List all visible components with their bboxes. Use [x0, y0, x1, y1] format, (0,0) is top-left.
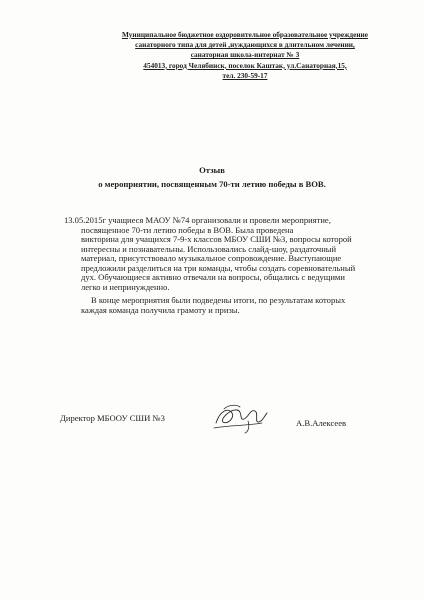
letterhead-line: санаторного типа для детей ,нуждающихся в длительном лечении, — [135, 40, 355, 50]
title-heading: Отзыв — [199, 165, 225, 175]
body-line: посвященное 70-ти летию победы в ВОВ. Была проведена — [81, 224, 294, 235]
body-line: 13.05.2015г учащиеся МАОУ №74 организовали и провели мероприятие, — [64, 215, 331, 225]
letterhead-phone: тел. 230-59-17 — [222, 70, 268, 80]
signatory-name: А.В.Алексеев — [296, 418, 347, 428]
letterhead-line: санаторная школа-интернат № 3 — [190, 50, 300, 60]
body-line: легко и непринужденно. — [81, 281, 170, 292]
signature-block — [60, 405, 380, 435]
body-line: дух. Обучающиеся активно отвечали на вопросы, общались с ведущими — [81, 272, 345, 282]
title-subheading: о мероприятии, посвященным 70-ти летию победы в ВОВ. — [98, 178, 326, 189]
document-body — [64, 216, 396, 315]
body-line: каждая команда получила грамоту и призы. — [81, 304, 240, 315]
letterhead-address: 454013, город Челябинск, поселок Каштак, ул.Санаторная,15, — [143, 60, 347, 70]
body-line: предложили разделиться на три команды, чтобы создать соревновательный — [81, 262, 356, 273]
letterhead-line: Муниципальное бюджетное оздоровительное образовательное учреждение — [121, 30, 368, 39]
body-paragraph-2 — [64, 296, 396, 315]
handwritten-signature — [210, 401, 270, 435]
body-line: материал, присутствовало музыкальное сопровождение. Выступающие — [81, 253, 342, 263]
letterhead — [100, 30, 390, 81]
body-paragraph-1 — [64, 216, 396, 292]
body-line: В конце мероприятия были подведены итоги, по результатам которых — [91, 295, 346, 305]
document-title — [60, 164, 364, 191]
signatory-role: Директор МБООУ СШИ №3 — [60, 413, 165, 423]
body-line: интересны и познавательны. Использовались слайд-шоу, раздаточный — [81, 243, 337, 254]
body-line: викторина для учащихся 7-9-х классов МБОУ СШИ №3, вопросы которой — [81, 234, 352, 244]
